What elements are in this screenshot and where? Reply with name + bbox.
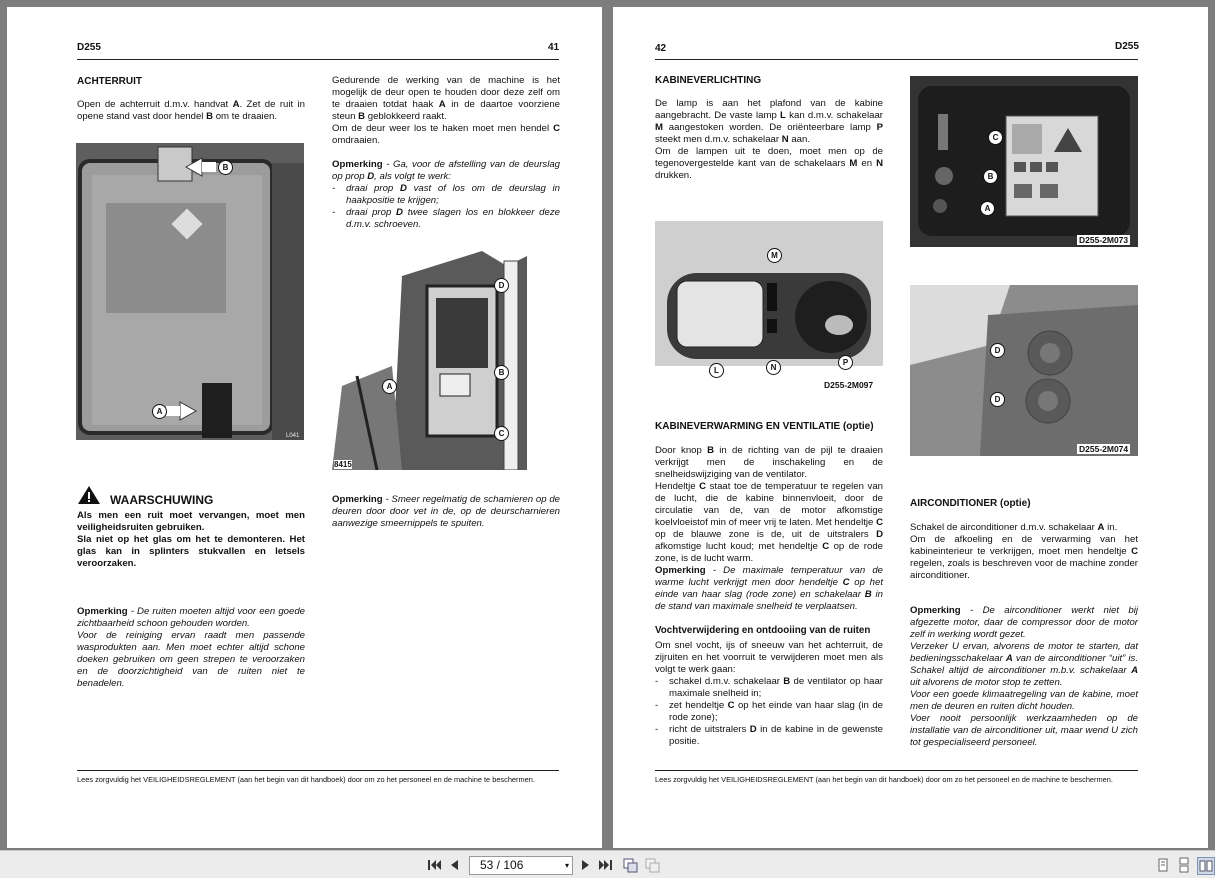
note-paragraph: Opmerking - Smeer regelmatig de schamieren op de deuren door door vet in de, op de deurscharnieren aanwezige smeernippels te spuiten. bbox=[332, 494, 560, 529]
figure-code: L041 bbox=[286, 433, 300, 439]
callout-c: C bbox=[494, 426, 509, 441]
header-right: D255 bbox=[1115, 41, 1139, 52]
first-page-icon[interactable] bbox=[426, 857, 442, 873]
last-page-icon[interactable] bbox=[598, 857, 614, 873]
paragraph: Door knop B in de richting van de pijl te draaien verkrijgt men de inschakeling en de snelheidswijziging van de ventilator. Hendeltje C staat toe de temperatuur te regelen van de lucht, die de kabine binnenvloeit, door de circulatie van de, van de motor afkomstige koelvloeistof min of meer vrij te laten. Met hendeltje C op de blauwe zone is de, uit de uitstralers D afkomstige lucht koud; met hendeltje C op de rode zone, is de lucht warm. bbox=[655, 445, 883, 564]
page-number-input[interactable] bbox=[469, 856, 573, 875]
header-rule bbox=[77, 59, 559, 60]
warning-title: WAARSCHUWING bbox=[110, 493, 214, 507]
header-left: D255 bbox=[77, 42, 101, 53]
list-item: - richt de uitstralers D in de kabine in de gewenste positie. bbox=[655, 724, 883, 748]
list-item: - zet hendeltje C op het einde van haar slag (in de rode zone); bbox=[655, 700, 883, 724]
prev-page-icon[interactable] bbox=[447, 857, 463, 873]
left-page bbox=[7, 7, 602, 848]
continuous-view-icon[interactable] bbox=[1176, 857, 1192, 873]
note-paragraph: Opmerking - De maximale temperatuur van de warme lucht verkrijgt men door hendeltje C op het einde van haar slag (rode zone) en schakelaar B in de stand van maximale snelheid te verplaatsen. bbox=[655, 565, 884, 612]
viewer-toolbar bbox=[0, 850, 1215, 878]
paragraph: Om snel vocht, ijs of sneeuw van het achterruit, de zijruiten en het voorruit te verwijderen moet men als volgt te werk gaan: - schakel d.m.v. schakelaar B de ventilator op haar maximale snelheid in; - zet hendeltje C op het einde van haar slag (in de rode zone); - richt de uitstralers D in de kabine in de gewenste positie. bbox=[655, 640, 883, 748]
callout-m: M bbox=[767, 248, 782, 263]
list-item: - schakel d.m.v. schakelaar B de ventilator op haar maximale snelheid in; bbox=[655, 676, 883, 700]
page-number: 41 bbox=[548, 42, 560, 53]
page-number: 42 bbox=[655, 43, 667, 54]
callout-d: D bbox=[494, 278, 509, 293]
callout-d: D bbox=[990, 392, 1005, 407]
ceiling-lamp-photo bbox=[655, 221, 883, 396]
note-paragraph: Opmerking - Ga, voor de afstelling van de deurslag op prop D, als volgt te werk: - draai prop D vast of los om de deurslag in haakpositie te krijgen; - draai prop D twee slagen los en blokkeer deze d.m.v. schroeven. bbox=[332, 159, 560, 231]
callout-a: A bbox=[980, 201, 995, 216]
figure-code: 8415 bbox=[334, 460, 352, 469]
rear-window-photo bbox=[76, 143, 304, 440]
warning-icon bbox=[77, 485, 101, 505]
page-footer: Lees zorgvuldig het VEILIGHEIDSREGLEMENT (aan het begin van dit handboek) door om zo het personeel en de machine te beschermen. bbox=[655, 775, 1113, 784]
cab-door-photo bbox=[332, 246, 527, 470]
callout-a: A bbox=[152, 404, 167, 419]
callout-b: B bbox=[218, 160, 233, 175]
footer-rule bbox=[77, 770, 559, 771]
callout-a: A bbox=[382, 379, 397, 394]
list-item: - draai prop D twee slagen los en blokkeer deze d.m.v. schroeven. bbox=[332, 207, 560, 231]
list-item: - draai prop D vast of los om de deurslag in haakpositie te krijgen; bbox=[332, 183, 560, 207]
next-page-icon[interactable] bbox=[577, 857, 593, 873]
callout-l: L bbox=[709, 363, 724, 378]
callout-b: B bbox=[983, 169, 998, 184]
warning-text: Als men een ruit moet vervangen, moet men veiligheidsruiten gebruiken. Sla niet op het glas om het te demonteren. Het glas kan in splinters stukvallen en letsels veroorzaken. bbox=[77, 510, 305, 569]
section-title: ACHTERRUIT bbox=[77, 76, 142, 87]
section-title: KABINEVERLICHTING bbox=[655, 75, 762, 86]
air-vents-photo bbox=[910, 285, 1138, 456]
callout-d: D bbox=[990, 343, 1005, 358]
section-title: KABINEVERWARMING EN VENTILATIE (optie) bbox=[655, 421, 874, 432]
callout-n: N bbox=[766, 360, 781, 375]
forward-view-icon[interactable] bbox=[644, 857, 660, 873]
single-page-view-icon[interactable] bbox=[1155, 857, 1171, 873]
note-paragraph: Opmerking - De ruiten moeten altijd voor een goede zichtbaarheid schoon gehouden worden. Voor de reiniging ervan raadt men passende wasprodukten aan. Men moet echter altijd schone doeken gebruiken om geen strepen te veroorzaken en de doorzichtigheid van de ruiten niet te benadelen. bbox=[77, 606, 305, 689]
page-indicator: 53 / 106 bbox=[480, 858, 524, 872]
control-panel-photo bbox=[910, 76, 1138, 247]
figure-code: D255-2M097 bbox=[824, 380, 874, 390]
paragraph: Schakel de airconditioner d.m.v. schakelaar A in. Om de afkoeling en de verwarming van het kabineinterieur te verkrijgen, moet men hendeltje C regelen, zoals is beschreven voor de machine zonder airconditioner. bbox=[910, 522, 1138, 581]
paragraph: Open de achterruit d.m.v. handvat A. Zet de ruit in opene stand vast door hendel B om te draaien. bbox=[77, 99, 305, 122]
section-title: AIRCONDITIONER (optie) bbox=[910, 498, 1031, 509]
note-paragraph: Opmerking - De airconditioner werkt niet bij afgezette motor, daar de compressor door de motor zelf in werking wordt gezet. Verzeker U ervan, alvorens de motor te starten, dat bedieningsschakelaar A van de airconditioner “uit” is. Schakel altijd de airconditioner m.b.v. schakelaar A uit alvorens de motor stop te zetten. Voor een goede klimaatregeling van de kabine, moet men de deuren en ruiten dicht houden. Voer nooit persoonlijk werkzaamheden op de installatie van de airconditioner uit, maar wend U zich tot gespecialiseerd personeel. bbox=[910, 605, 1138, 748]
paragraph: De lamp is aan het plafond van de kabine aangebracht. De vaste lamp L kan d.m.v. schakelaar M aangestoken worden. De oriënteerbare lamp P steekt men d.m.v. schakelaar N aan. Om de lampen uit te doen, moet men op de tegenovergestelde kant van de schakelaars M en N drukken. bbox=[655, 98, 883, 181]
subsection-title: Vochtverwijdering en ontdooiing van de ruiten bbox=[655, 625, 871, 636]
paragraph: Gedurende de werking van de machine is het mogelijk de deur open te houden door deze zelf om te draaien totdat haak A in de daartoe voorziene steun B geblokkeerd raakt. Om de deur weer los te haken moet men hendel C omdraaien. bbox=[332, 75, 560, 146]
callout-p: P bbox=[838, 355, 853, 370]
air-vents-illustration bbox=[910, 285, 1138, 456]
callout-b: B bbox=[494, 365, 509, 380]
rear-window-illustration bbox=[76, 143, 304, 440]
figure-code: D255-2M073 bbox=[1079, 235, 1129, 245]
dropdown-icon[interactable]: ▾ bbox=[564, 861, 569, 870]
header-rule bbox=[655, 59, 1138, 60]
callout-c: C bbox=[988, 130, 1003, 145]
ceiling-lamp-illustration bbox=[655, 221, 883, 366]
right-page bbox=[613, 7, 1208, 848]
back-view-icon[interactable] bbox=[622, 857, 638, 873]
page-footer: Lees zorgvuldig het VEILIGHEIDSREGLEMENT (aan het begin van dit handboek) door om zo het personeel en de machine te beschermen. bbox=[77, 775, 535, 784]
figure-code: D255-2M074 bbox=[1079, 444, 1129, 454]
footer-rule bbox=[655, 770, 1138, 771]
two-page-view-icon[interactable] bbox=[1197, 857, 1215, 875]
control-panel-illustration bbox=[910, 76, 1138, 247]
